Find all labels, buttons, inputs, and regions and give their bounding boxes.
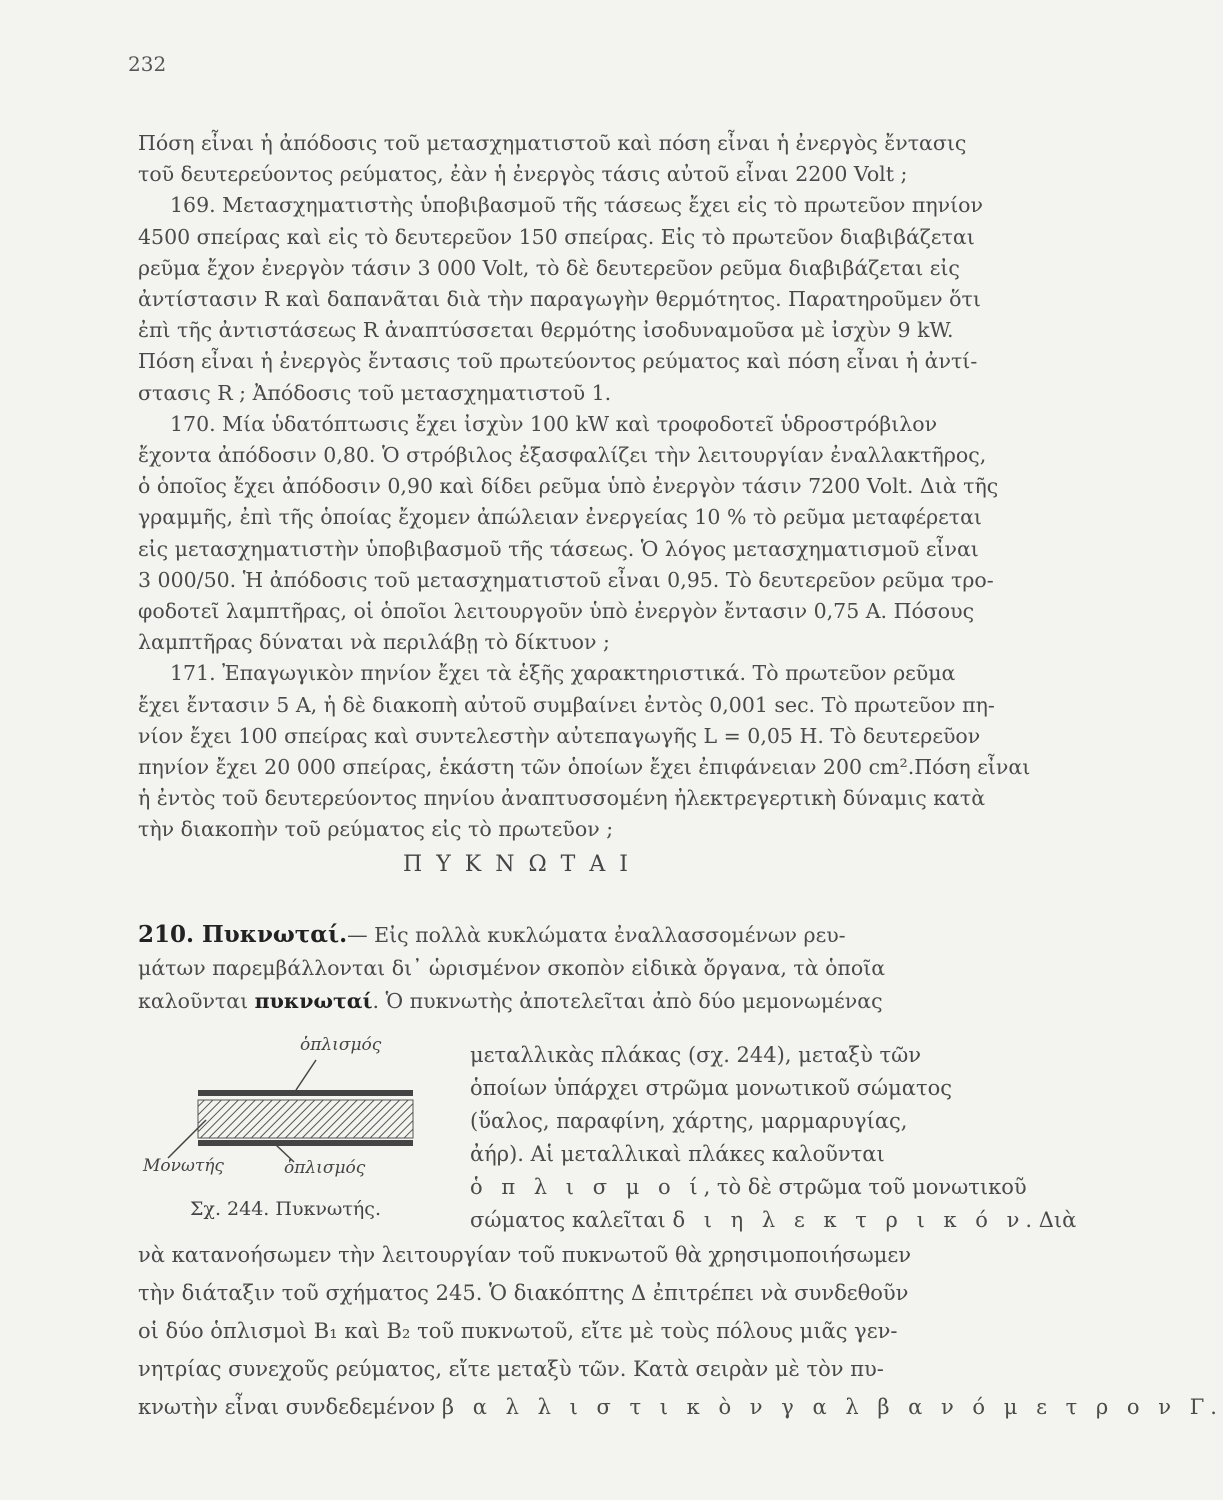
text-line: 3 000/50. Ἡ ἀπόδοσις τοῦ μετασχηματιστοῦ εἶναι 0,95. Τὸ δευτερεῦον ρεῦμα τρο-: [138, 567, 994, 592]
text-line: εἰς μετασχηματιστὴν ὑποβιβασμοῦ τῆς τάσεως. Ὁ λόγος μετασχηματισμοῦ εἶναι: [138, 536, 979, 561]
section-title: 210. Πυκνωταί.: [138, 921, 348, 948]
label-oplismos-top: ὁπλισμός: [300, 1035, 382, 1055]
bottom-plate: [198, 1140, 413, 1146]
text-line: νίον ἔχει 100 σπείρας καὶ συντελεστὴν αὐτεπαγωγῆς L = 0,05 H. Τὸ δευτερεῦον: [138, 723, 981, 748]
section-line-2: μάτων παρεμβάλλονται δι᾽ ὡρισμένον σκοπὸν εἰδικὰ ὄργανα, τὰ ὁποῖα: [138, 956, 886, 980]
text-line: 171. Ἐπαγωγικὸν πηνίον ἔχει τὰ ἑξῆς χαρακτηριστικά. Τὸ πρωτεῦον ρεῦμα: [170, 661, 956, 686]
text-line: Πόση εἶναι ἡ ἐνεργὸς ἔντασις τοῦ πρωτεύοντος ρεύματος καὶ πόση εἶναι ἡ ἀντί-: [138, 349, 978, 374]
label-monotis: Μονωτής: [143, 1156, 224, 1176]
right-column-line: ἀήρ). Αἱ μεταλλικαὶ πλάκες καλοῦνται: [470, 1142, 885, 1166]
dielectric-layer: [198, 1100, 413, 1138]
section-bottom-line: νὰ κατανοήσωμεν τὴν λειτουργίαν τοῦ πυκνωτοῦ θὰ χρησιμοποιήσωμεν: [138, 1243, 912, 1267]
term-oplismoi: ὁ π λ ι σ μ ο ί: [470, 1175, 704, 1199]
text-line: Πόση εἶναι ἡ ἀπόδοσις τοῦ μετασχηματιστοῦ καὶ πόση εἶναι ἡ ἐνεργὸς ἔντασις: [138, 131, 967, 155]
section-text: — Εἰς πολλὰ κυκλώματα ἐναλλασσομένων ρευ-: [347, 923, 846, 947]
term-dielektrikon: δ ι η λ ε κ τ ρ ι κ ό ν: [672, 1208, 1026, 1232]
right-line-oplismoi: ὁ π λ ι σ μ ο ί, τὸ δὲ στρῶμα τοῦ μονωτικοῦ: [470, 1175, 1027, 1199]
text-line: πηνίον ἔχει 20 000 σπείρας, ἑκάστη τῶν ὁποίων ἔχει ἐπιφάνειαν 200 cm².Πόση εἶναι: [138, 755, 1031, 779]
text-line: λαμπτῆρας δύναται νὰ περιλάβῃ τὸ δίκτυον ;: [138, 630, 610, 655]
section-last-line: κνωτὴν εἶναι συνδεδεμένον β α λ λ ι σ τ ι κ ὸ ν γ α λ β α ν ό μ ε τ ρ ο ν Γ.: [138, 1395, 1223, 1419]
text-line: τοῦ δευτερεύοντος ρεύματος, ἐὰν ἡ ἐνεργὸς τάσις αὐτοῦ εἶναι 2200 Volt ;: [138, 162, 908, 187]
text-line: ἀντίστασιν R καὶ δαπανᾶται διὰ τὴν παραγωγὴν θερμότητος. Παρατηροῦμεν ὅτι: [138, 287, 981, 311]
text-line: ἡ ἐντὸς τοῦ δευτερεύοντος πηνίου ἀναπτυσσομένη ἠλεκτρεγερτικὴ δύναμις κατὰ: [138, 786, 986, 811]
section-bottom-line: τὴν διάταξιν τοῦ σχήματος 245. Ὁ διακόπτης Δ ἐπιτρέπει νὰ συνδεθοῦν: [138, 1281, 909, 1305]
text-line: τὴν διακοπὴν τοῦ ρεύματος εἰς τὸ πρωτεῦον ;: [138, 817, 614, 842]
text-line: φοδοτεῖ λαμπτῆρας, οἱ ὁποῖοι λειτουργοῦν ὑπὸ ἐνεργὸν ἔντασιν 0,75 A. Πόσους: [138, 599, 975, 623]
text-line: ἔχει ἔντασιν 5 A, ἡ δὲ διακοπὴ αὐτοῦ συμβαίνει ἐντὸς 0,001 sec. Τὸ πρωτεῦον πη-: [138, 692, 995, 717]
right-column-line: μεταλλικὰς πλάκας (σχ. 244), μεταξὺ τῶν: [470, 1043, 922, 1067]
section-first-line: [138, 920, 1008, 950]
text-line: ἐπὶ τῆς ἀντιστάσεως R ἀναπτύσσεται θερμότης ἰσοδυναμοῦσα μὲ ἰσχὺν 9 kW.: [138, 318, 954, 343]
section-heading: ΠΥΚΝΩΤΑΙ: [403, 852, 642, 877]
page-number: 232: [128, 52, 167, 76]
text-line: 170. Μία ὑδατόπτωσις ἔχει ἰσχὺν 100 kW καὶ τροφοδοτεῖ ὑδροστρόβιλον: [170, 411, 938, 436]
right-column-line: (ὕαλος, παραφίνη, χάρτης, μαρμαρυγίας,: [470, 1109, 908, 1133]
right-column-line: ὁποίων ὑπάρχει στρῶμα μονωτικοῦ σώματος: [470, 1076, 952, 1100]
term-ballistic-galvanometer: β α λ λ ι σ τ ι κ ὸ ν γ α λ β α ν ό μ ε τ ρ ο ν Γ.: [441, 1395, 1223, 1419]
term-pyknotai: πυκνωταί: [254, 989, 373, 1013]
text-line: ὁ ὁποῖος ἔχει ἀπόδοσιν 0,90 καὶ δίδει ρεῦμα ὑπὸ ἐνεργὸν τάσιν 7200 Volt. Διὰ τῆς: [138, 474, 999, 499]
text-line: ἔχοντα ἀπόδοσιν 0,80. Ὁ στρόβιλος ἐξασφαλίζει τὴν λειτουργίαν ἐναλλακτῆρος,: [138, 443, 987, 467]
text-line: 169. Μετασχηματιστὴς ὑποβιβασμοῦ τῆς τάσεως ἔχει εἰς τὸ πρωτεῦον πηνίον: [170, 193, 983, 218]
text-line: γραμμῆς, ἐπὶ τῆς ὁποίας ἔχομεν ἀπώλειαν ἐνεργείας 10 % τὸ ρεῦμα μεταφέρεται: [138, 505, 982, 530]
text-line: 4500 σπείρας καὶ εἰς τὸ δευτερεῦον 150 σπείρας. Εἰς τὸ πρωτεῦον διαβιβάζεται: [138, 224, 975, 249]
right-line-dielektrikon: σώματος καλεῖται δ ι η λ ε κ τ ρ ι κ ό ν. Διὰ: [470, 1208, 1077, 1232]
section-line-3: καλοῦνται πυκνωταί. Ὁ πυκνωτὴς ἀποτελεῖται ἀπὸ δύο μεμονωμένας: [138, 989, 883, 1013]
text-line: στασις R ; Ἀπόδοσις τοῦ μετασχηματιστοῦ 1.: [138, 380, 612, 405]
label-oplismos-bottom: ὁπλισμός: [284, 1158, 366, 1178]
text-line: ρεῦμα ἔχον ἐνεργὸν τάσιν 3 000 Volt, τὸ δὲ δευτερεῦον ρεῦμα διαβιβάζεται εἰς: [138, 255, 960, 280]
figure-caption: Σχ. 244. Πυκνωτής.: [190, 1198, 381, 1220]
top-plate: [198, 1090, 413, 1096]
section-bottom-line: οἱ δύο ὁπλισμοὶ B₁ καὶ B₂ τοῦ πυκνωτοῦ, εἴτε μὲ τοὺς πόλους μιᾶς γεν-: [138, 1319, 898, 1343]
section-bottom-line: νητρίας συνεχοῦς ρεύματος, εἴτε μεταξὺ τῶν. Κατὰ σειρὰν μὲ τὸν πυ-: [138, 1357, 884, 1381]
